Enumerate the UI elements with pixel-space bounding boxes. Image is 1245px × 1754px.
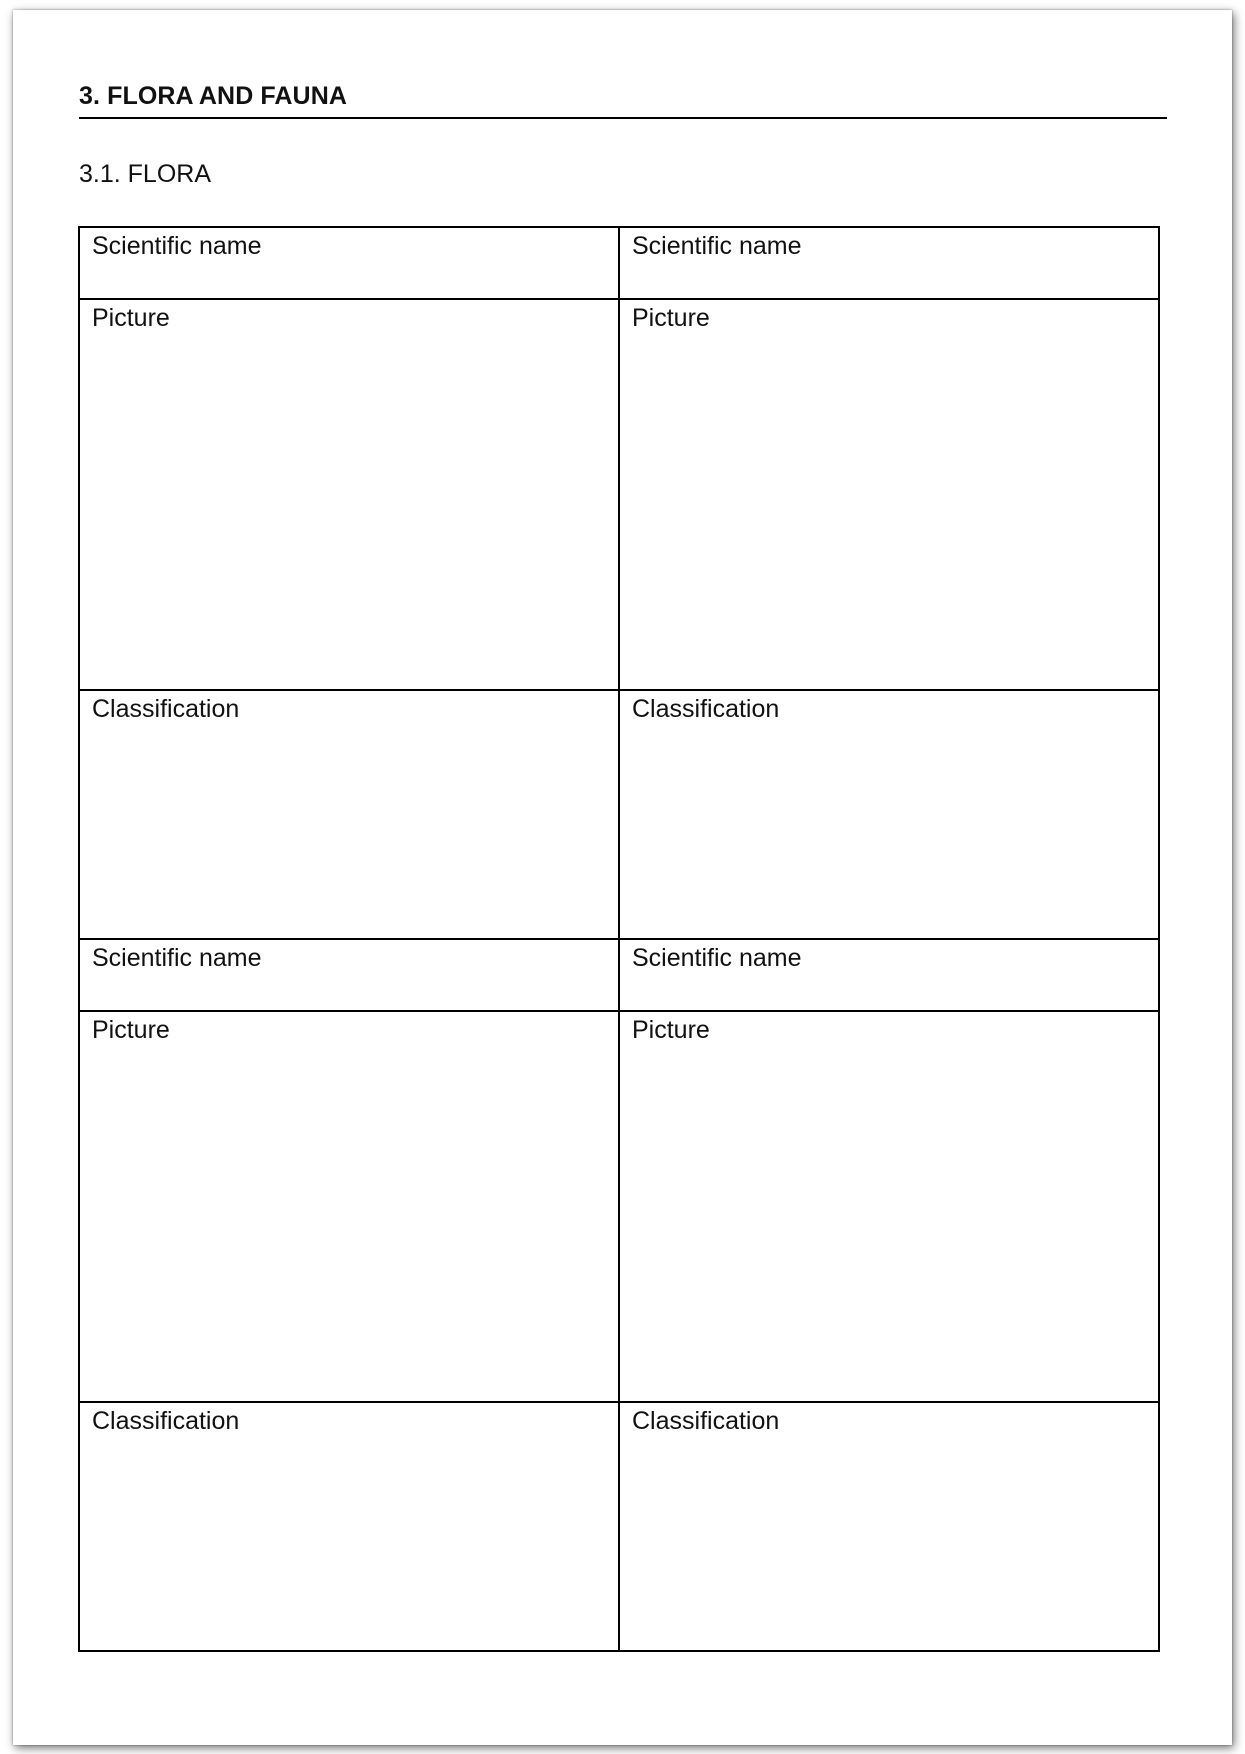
scientific-name-label: Scientific name: [632, 232, 802, 260]
picture-label: Picture: [92, 1016, 170, 1044]
classification-label: Classification: [632, 695, 780, 723]
picture-cell[interactable]: [619, 1011, 1159, 1402]
classification-cell[interactable]: [619, 1402, 1159, 1651]
table-row: [79, 1011, 1159, 1402]
section-heading: 3. FLORA AND FAUNA: [79, 82, 347, 110]
subsection-heading: 3.1. FLORA: [79, 160, 211, 188]
document-page: [13, 10, 1232, 1745]
classification-cell[interactable]: [79, 690, 619, 939]
scientific-name-cell[interactable]: [79, 939, 619, 1011]
table-row: [79, 939, 1159, 1011]
scientific-name-label: Scientific name: [92, 944, 262, 972]
classification-label: Classification: [632, 1407, 780, 1435]
scientific-name-label: Scientific name: [92, 232, 262, 260]
classification-cell[interactable]: [619, 690, 1159, 939]
picture-label: Picture: [92, 304, 170, 332]
flora-table: [78, 226, 1160, 1652]
scientific-name-cell[interactable]: [79, 227, 619, 299]
picture-label: Picture: [632, 304, 710, 332]
scientific-name-label: Scientific name: [632, 944, 802, 972]
picture-label: Picture: [632, 1016, 710, 1044]
heading-underline: [79, 117, 1167, 119]
classification-label: Classification: [92, 1407, 240, 1435]
classification-label: Classification: [92, 695, 240, 723]
table-row: [79, 227, 1159, 299]
scientific-name-cell[interactable]: [619, 939, 1159, 1011]
table-row: [79, 690, 1159, 939]
picture-cell[interactable]: [79, 299, 619, 690]
classification-cell[interactable]: [79, 1402, 619, 1651]
picture-cell[interactable]: [619, 299, 1159, 690]
table-row: [79, 299, 1159, 690]
scientific-name-cell[interactable]: [619, 227, 1159, 299]
table-row: [79, 1402, 1159, 1651]
picture-cell[interactable]: [79, 1011, 619, 1402]
